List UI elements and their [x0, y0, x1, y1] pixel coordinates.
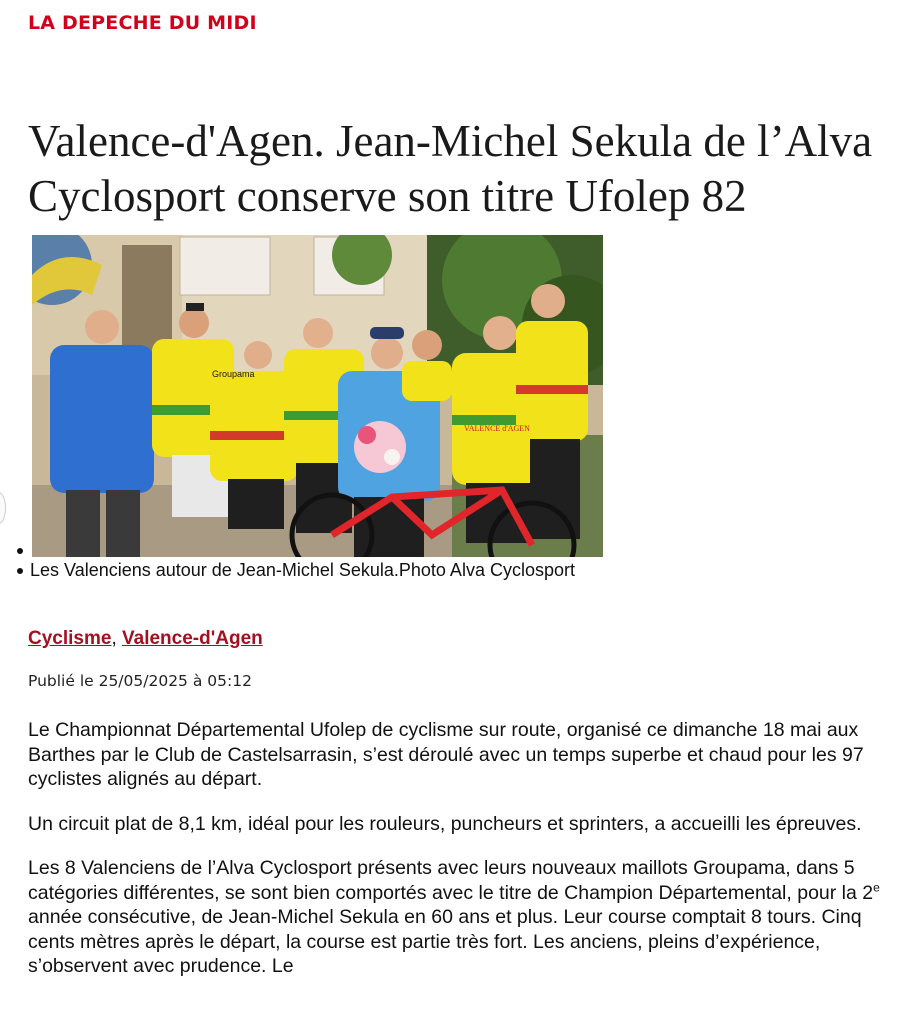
photo-caption: Les Valenciens autour de Jean-Michel Sekula.Photo Alva Cyclosport	[14, 559, 575, 581]
jersey-text-b: VALENCE d'AGEN	[464, 424, 530, 433]
tag-valence-link[interactable]: Valence-d'Agen	[122, 628, 263, 649]
empty-bullet	[14, 541, 575, 559]
jersey-text-a: Groupama	[212, 369, 255, 379]
tag-cyclisme-link[interactable]: Cyclisme	[28, 628, 112, 649]
paragraph-3	[28, 856, 888, 979]
paragraph-3-part2: année consécutive, de Jean-Michel Sekula en 60 ans et plus. Leur course comptait 8 tours. Cinq cents mètres après le départ, la course est partie très fort. Les anciens, pleins d’expérience, s’observent avec prudence. Le	[28, 906, 862, 977]
tag-separator: ,	[111, 628, 117, 649]
article-photo[interactable]	[32, 235, 603, 557]
paragraph-3-part1: Les 8 Valenciens de l’Alva Cyclosport présents avec leurs nouveaux maillots Groupama, dans 5 catégories différentes, se sont bien comportés avec le titre de Champion Départemental, pour la 2	[28, 857, 874, 904]
article-body	[28, 718, 888, 999]
paragraph-2: Un circuit plat de 8,1 km, idéal pour les rouleurs, puncheurs et sprinters, a accueilli les épreuves.	[28, 812, 862, 835]
paragraph-1: Le Championnat Départemental Ufolep de cyclisme sur route, organisé ce dimanche 18 mai aux Barthes par le Club de Castelsarrasin, s’est déroulé avec un temps superbe et chaud pour les 97 cyclistes alignés au départ.	[28, 719, 864, 790]
article-title: Valence-d'Agen. Jean-Michel Sekula de l’Alva Cyclosport conserve son titre Ufolep 82	[28, 116, 873, 221]
article-tags	[28, 628, 263, 650]
photo-caption-list	[14, 541, 575, 581]
group-photo-cyclists-icon	[32, 235, 603, 557]
site-brand[interactable]: LA DEPECHE DU MIDI	[28, 12, 257, 34]
side-scroll-handle[interactable]	[0, 492, 6, 524]
paragraph-3-sup: e	[873, 880, 880, 894]
publish-date: Publié le 25/05/2025 à 05:12	[28, 672, 252, 690]
